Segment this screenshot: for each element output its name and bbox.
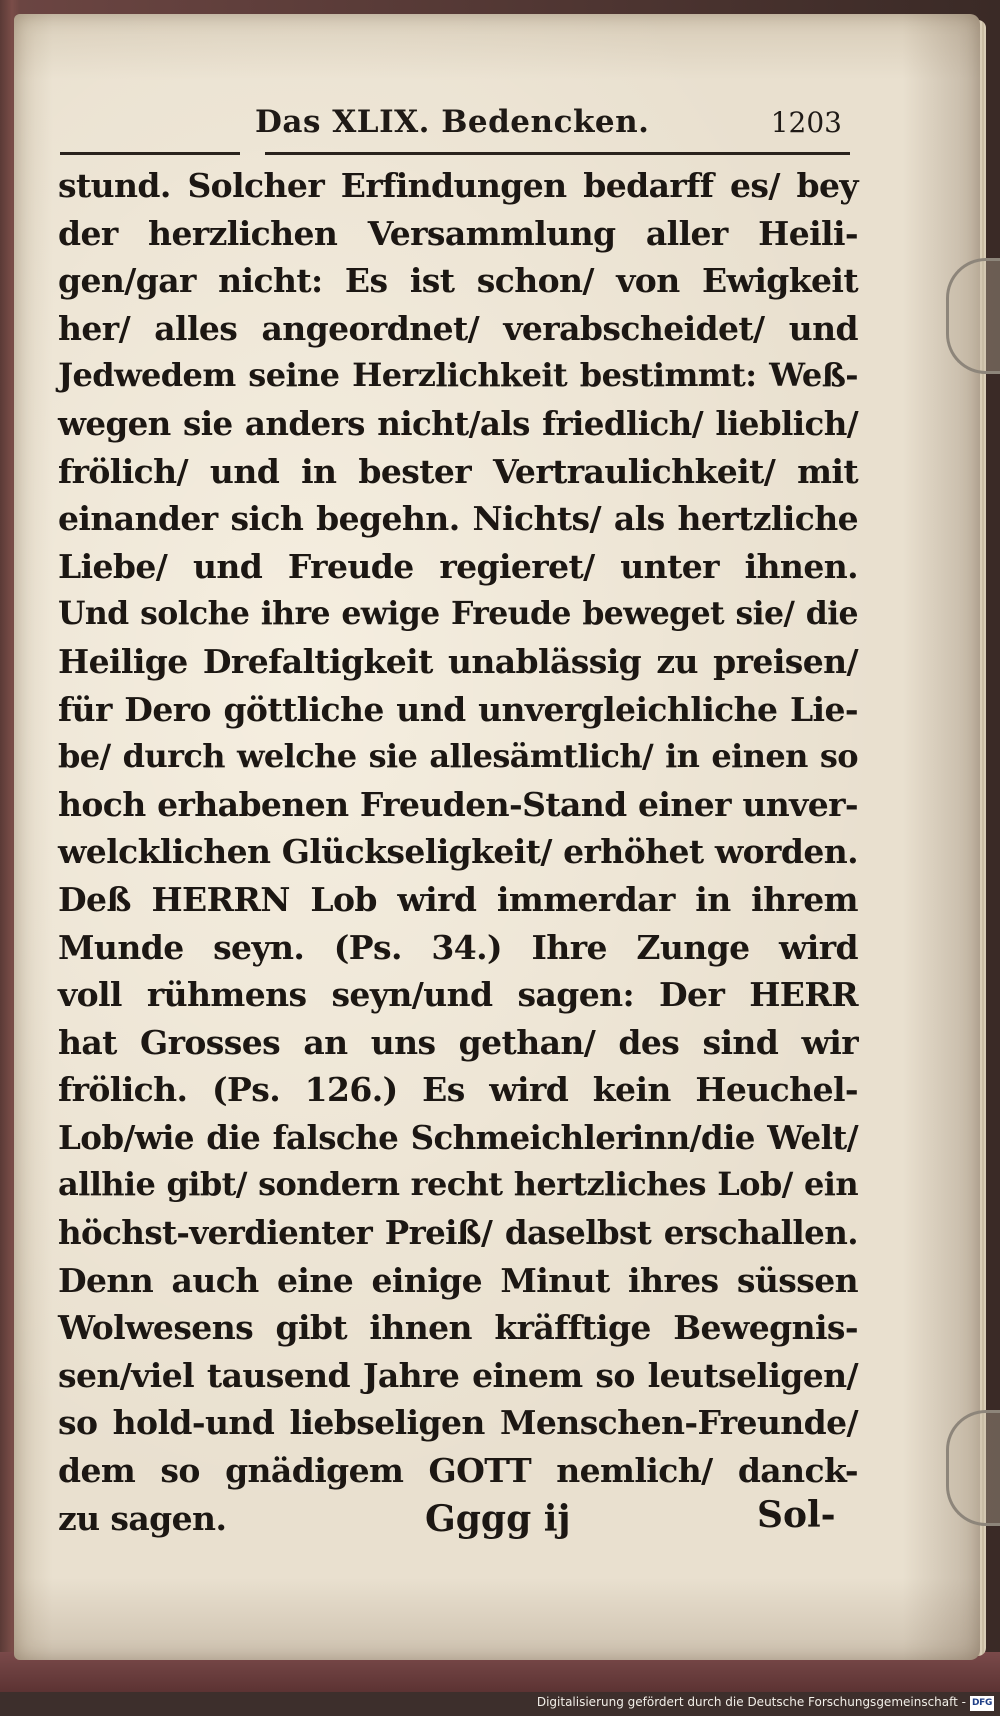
text-line: Denn auch eine einige Minut ihres süssen — [58, 1260, 858, 1300]
text-line: welcklichen Glückseligkeit/ erhöhet worden. — [58, 832, 858, 872]
clasp-ring-bottom — [946, 1410, 1000, 1526]
text-line: so hold-und liebseligen Menschen-Freunde/ — [58, 1403, 858, 1443]
credit-text: Digitalisierung gefördert durch die Deutsche Forschungsgemeinschaft - — [536, 1695, 966, 1709]
text-line: Und solche ihre ewige Freude beweget sie/ die — [58, 595, 858, 633]
text-line: voll rühmens seyn/und sagen: Der HERR — [58, 975, 858, 1015]
text-line: Wolwesens gibt ihnen kräfftige Bewegnis- — [58, 1308, 858, 1348]
text-line: hoch erhabenen Freuden-Stand einer unver- — [58, 784, 858, 824]
signature-mark: Gggg ij — [425, 1498, 571, 1540]
text-line: her/ alles angeordnet/ verabscheidet/ und — [58, 308, 858, 348]
text-line: stund. Solcher Erfindungen bedarff es/ bey — [58, 166, 858, 205]
text-line: höchst-verdienter Preiß/ daselbst erschallen. — [58, 1213, 858, 1253]
clasp-ring-top — [946, 258, 1000, 374]
text-line: wegen sie anders nicht/als friedlich/ lieblich/ — [58, 403, 858, 443]
text-line: gen/gar nicht: Es ist schon/ von Ewigkeit — [58, 261, 858, 301]
text-line: Deß HERRN Lob wird immerdar in ihrem — [58, 879, 858, 919]
running-head — [60, 104, 850, 164]
text-line: hat Grosses an uns gethan/ des sind wir — [58, 1022, 858, 1062]
running-head-title: Das XLIX. Bedencken. — [255, 104, 650, 140]
catchword: Sol- — [757, 1494, 836, 1536]
text-line: dem so gnädigem GOTT nemlich/ danck- — [58, 1451, 858, 1491]
text-line: Munde seyn. (Ps. 34.) Ihre Zunge wird — [58, 927, 858, 967]
text-line: sen/viel tausend Jahre einem so leutseligen/ — [58, 1355, 858, 1395]
text-line: Heilige Drefaltigkeit unablässig zu preisen/ — [58, 641, 858, 681]
text-line: einander sich begehn. Nichts/ als hertzliche — [58, 499, 858, 539]
text-line: be/ durch welche sie allesämtlich/ in einen so — [58, 737, 858, 776]
dfg-logo: DFG — [970, 1696, 994, 1711]
text-line: Liebe/ und Freude regieret/ unter ihnen. — [58, 546, 858, 586]
text-line: allhie gibt/ sondern recht hertzliches Lob/ ein — [58, 1165, 858, 1204]
text-line: für Dero göttliche und unvergleichliche Lie- — [58, 689, 858, 729]
text-line: frölich/ und in bester Vertraulichkeit/ mit — [58, 451, 858, 491]
text-line: der herzlichen Versammlung aller Heili- — [58, 213, 858, 253]
page-number: 1203 — [770, 106, 842, 139]
text-line: Lob/wie die falsche Schmeichlerinn/die Welt/ — [58, 1117, 858, 1157]
text-line: Jedwedem seine Herzlichkeit bestimmt: Weß- — [58, 356, 858, 395]
text-line: zu sagen. — [58, 1498, 227, 1538]
body-text — [58, 162, 858, 1542]
head-rule-left — [60, 152, 240, 155]
credit-bar — [0, 1692, 1000, 1716]
text-line: frölich. (Ps. 126.) Es wird kein Heuchel- — [58, 1070, 858, 1110]
head-rule-right — [265, 152, 850, 155]
